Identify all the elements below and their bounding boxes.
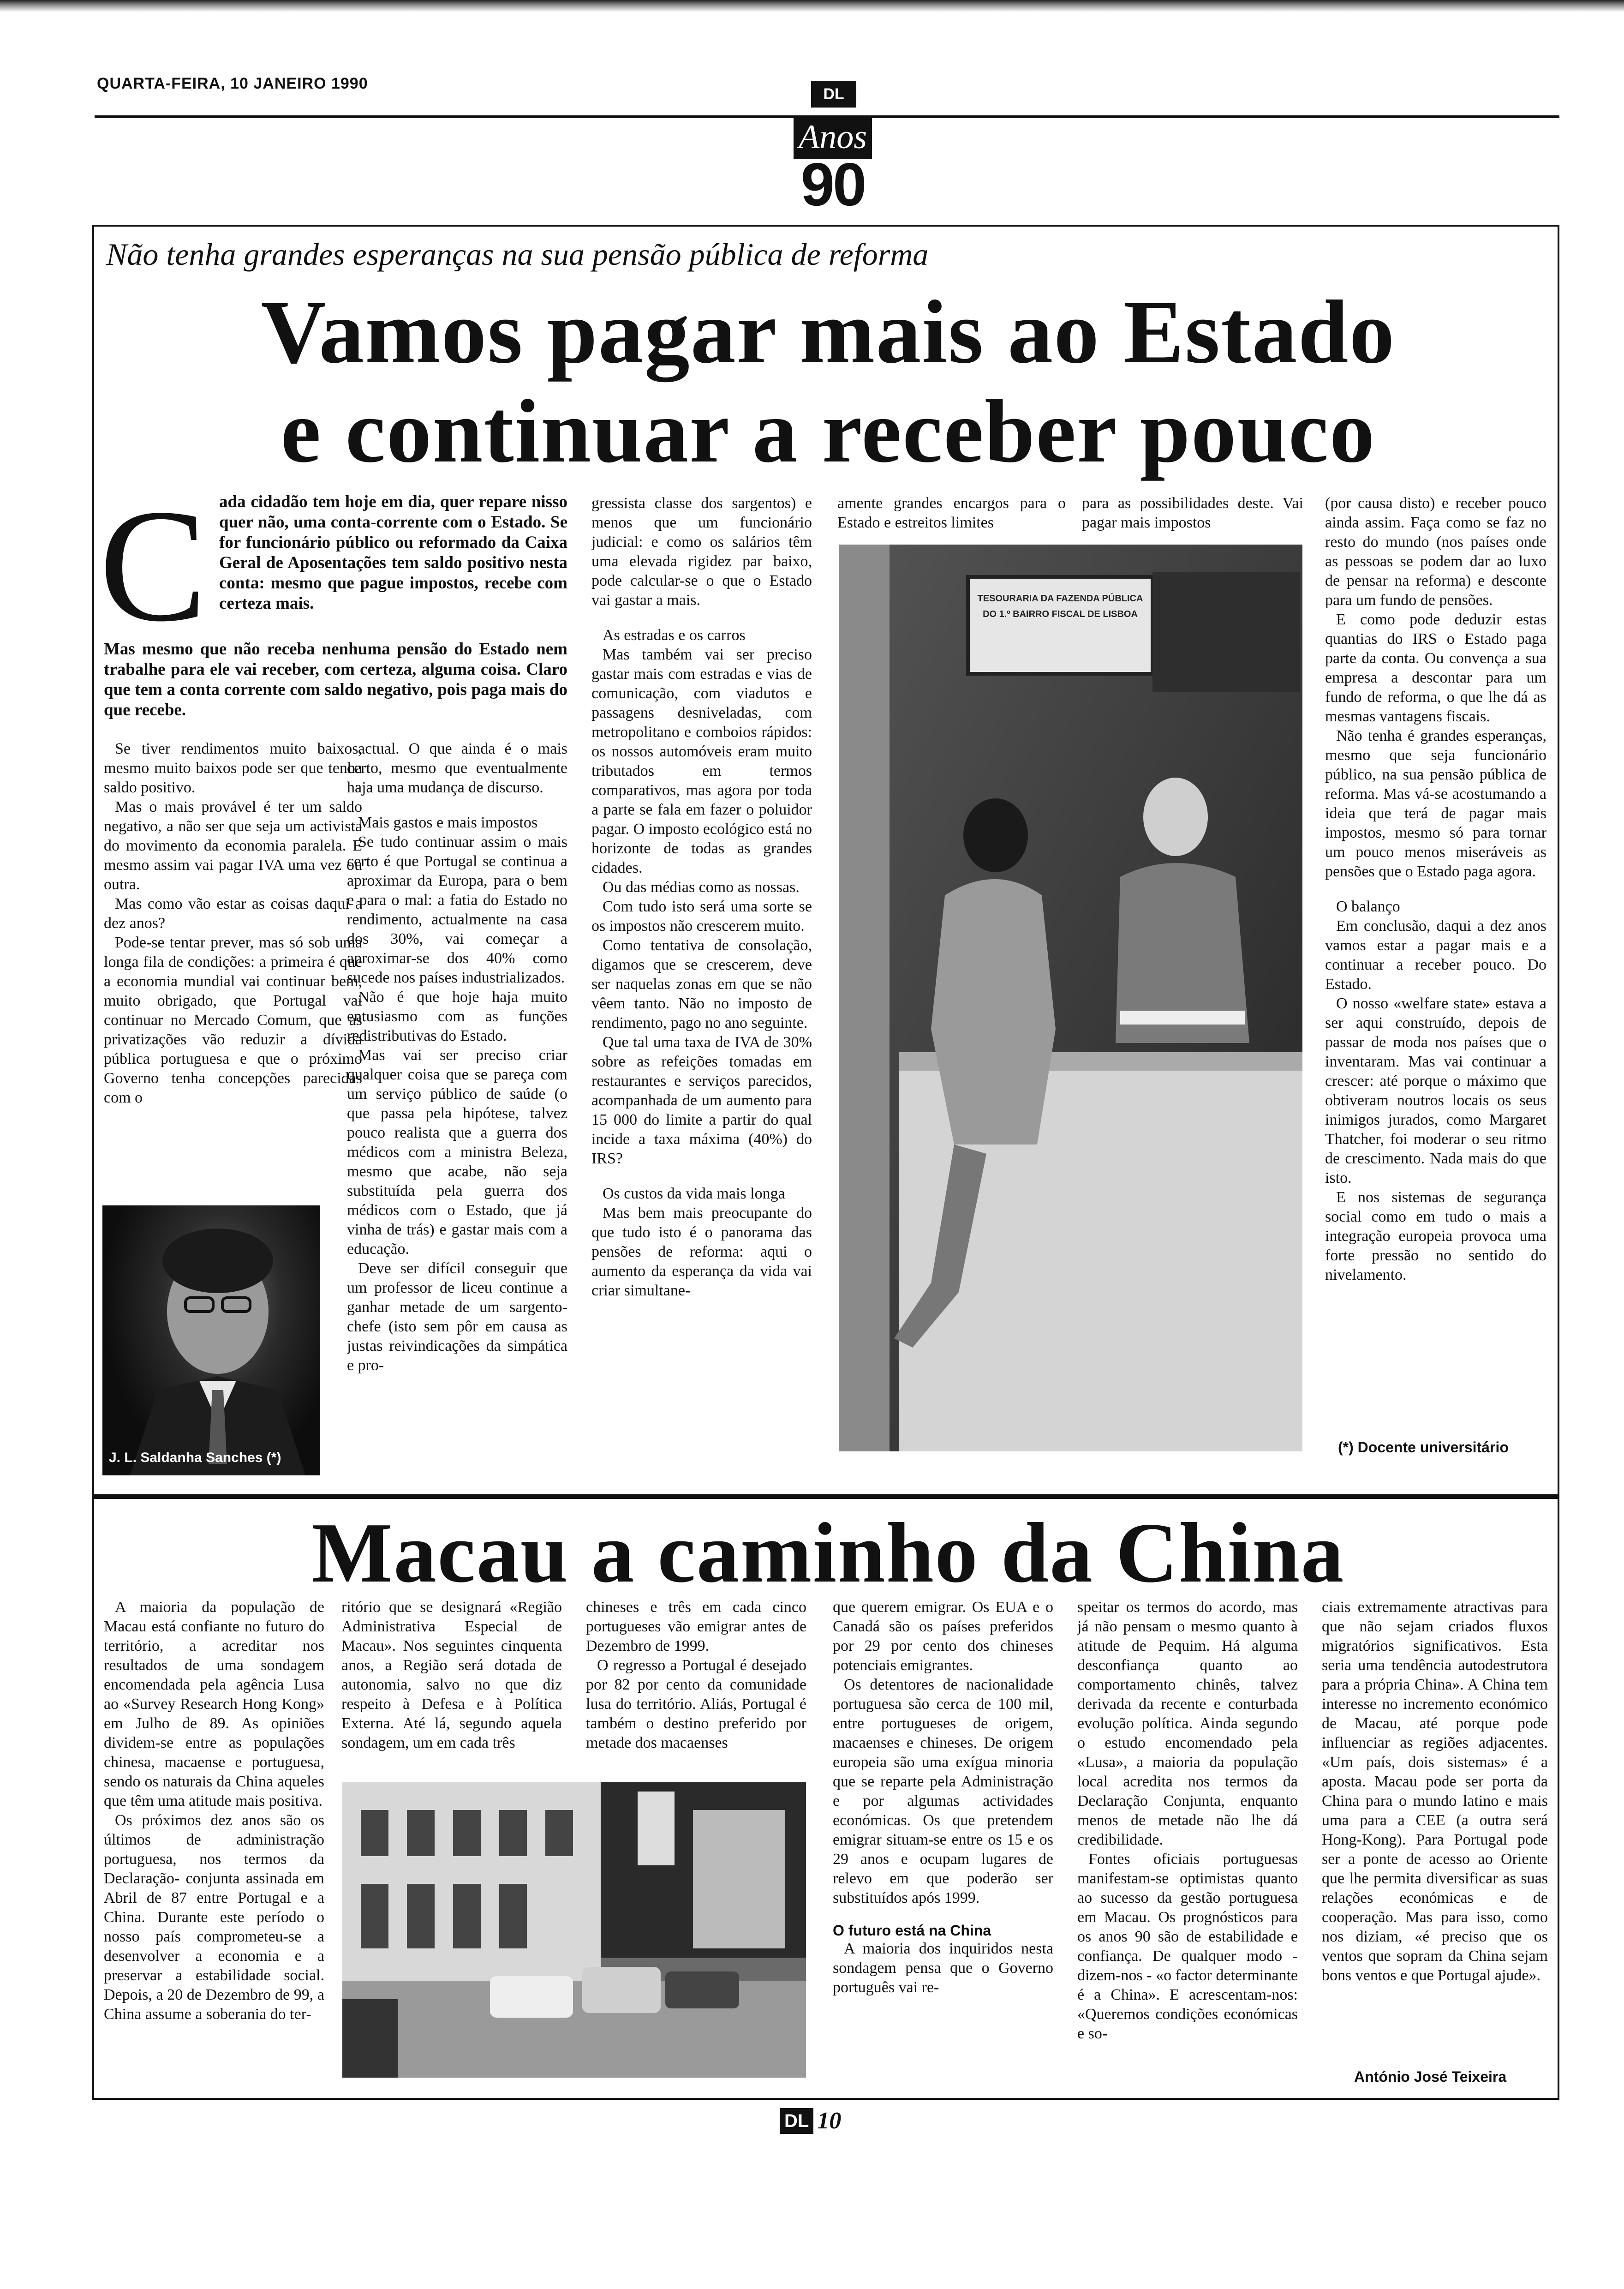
article1-headline-line2: e continuar a receber pouco [281, 381, 1376, 481]
article1-column-3 [591, 494, 812, 1454]
paragraph: E como pode deduzir estas quantias do IRS o Estado paga parte da conta. Ou convença a sua empresa a descontar para um fundo de reforma, o que lhe dá as mesmas vantagens fiscais. [1325, 611, 1546, 725]
article1-headline-line1: Vamos pagar mais ao Estado [261, 282, 1396, 382]
paragraph: Se tudo continuar assim o mais certo é que Portugal se continua a aproximar da Europa, para o bem e para o mal: a fatia do Estado no rendimento, actualmente na casa dos 30%, vai começar a aproximar-se dos 40% como sucede nos países industrializados. [347, 833, 567, 986]
portrait-illustration [102, 1205, 320, 1475]
paragraph: que querem emigrar. Os EUA e o Canadá são os países preferidos por 29 por cento dos chineses potenciais emigrantes. [833, 1599, 1053, 1674]
article1-column-6 [1325, 494, 1546, 1424]
article1-kicker: Não tenha grandes esperanças na sua pensão pública de reforma [106, 237, 929, 272]
paragraph: Mas como vão estar as coisas daqui a dez anos? [104, 895, 362, 932]
paragraph: actual. O que ainda é o mais certo, mesmo que eventualmente haja uma mudança de discurso. [347, 740, 567, 796]
folio-logo: DL [780, 2108, 813, 2134]
paragraph: Que tal uma taxa de IVA de 30% sobre as refeições tomadas em restaurantes e serviços parecidos, acompanhada de um aumento para 15 000 do limite a partir do qual incide a taxa máxima (40%) do IRS? [591, 1034, 812, 1167]
portrait-caption: J. L. Saldanha Sanches (*) [109, 1450, 281, 1465]
paragraph: A maioria dos inquiridos nesta sondagem pensa que o Governo português vai re- [833, 1940, 1053, 1996]
article2-column-6 [1322, 1598, 1548, 2057]
paragraph: Como tentativa de consolação, digamos que se crescerem, deve ser naquelas zonas em que se não vêem tanto. Não no imposto de rendimento, pago no ano seguinte. [591, 937, 812, 1031]
paragraph: Não é que hoje haja muito entusiasmo com as funções redistributivas do Estado. [347, 989, 567, 1044]
paragraph: ciais extremamente atractivas para que não sejam criados fluxos migratórios significativos. Esta seria uma tendência autodestrutora para a própria China». A China tem interesse no incremento económico de Macau, até porque pode influenciar as regiões adjacentes. «Um país, dois sistemas» é a aposta. Macau pode ser porta da China para o mundo latino e mais uma para a CEE (a outra será Hong-Kong). Para Portugal pode ser a ponte de acesso ao Oriente que lhe permita diversificar as suas relações económicas e de cooperação. Mas para isso, como nos diziam, «é preciso que os ventos que sopram da China sejam bons ventos e que Portugal ajude». [1322, 1599, 1548, 1984]
paragraph: Mas também vai ser preciso gastar mais com estradas e vias de comunicação, com viadutos e passagens desniveladas, com metropolitano e comboios rápidos: os nossos automóveis eram muito tributados em termos comparativos, mas agora por toda a parte se fala em fazer o poluidor pagar. O imposto ecológico está no horizonte de todas as grandes cidades. [591, 646, 812, 876]
anos-90-logo [784, 76, 881, 218]
top-binding-edge [0, 0, 1624, 12]
sign-line-1: TESOURARIA DA FAZENDA PÚBLICA [977, 593, 1143, 604]
paragraph: O nosso «welfare state» estava a ser aqui construído, depois de passar de moda nos países que o inventaram. Mas vai continuar a crescer: até porque o máximo que obtiveram noutros locais os seus inimigos jurados, como Margaret Thatcher, foi moderar o seu ritmo de crescimento. Nada mais do que isto. [1325, 995, 1546, 1186]
subheading: O futuro está na China [833, 1922, 991, 1939]
paragraph: (por causa disto) e receber pouco ainda assim. Faça como se faz no resto do mundo (nos países onde as pessoas se podem dar ao luxo de pensar na reforma) e desconte para um fundo de pensões. [1325, 495, 1546, 609]
tax-office-photo [839, 545, 1302, 1451]
article1-lead-a: ada cidadão tem hoje em dia, quer repare nisso quer não, uma conta-corrente com o Estado. Se for funcionário público ou reformado da Caixa Geral de Aposentações tem saldo positivo nesta conta: mesmo que pague impostos, recebe com certeza mais. [219, 492, 567, 613]
sign-line-2: DO 1.º BAIRRO FISCAL DE LISBOA [983, 609, 1138, 619]
paragraph: Deve ser difícil conseguir que um professor de liceu continue a ganhar metade de um sargento-chefe (isto sem pôr em causa as justas reivindicações da simpática e pro- [347, 1260, 567, 1374]
paragraph: Fontes oficiais portuguesas manifestam-se optimistas quanto ao sucesso da gestão portuguesa em Macau. Os prognósticos para os anos 90 são de estabilidade e confiança. De qualquer modo - dizem-nos - «o factor determinante é a China». E acrescentam-nos: «Queremos condições económicas e so- [1077, 1851, 1298, 2042]
paragraph: Mas vai ser preciso criar qualquer coisa que se pareça com um serviço público de saúde (o que passa pela hipótese, talvez pouco realista que a guerra dos médicos com a ministra Beleza, mesmo que acabe, não seja substituída pela guerra dos médicos com o Estado, que já vinha de trás) e gastar mais com a educação. [347, 1047, 567, 1258]
article2-column-4 [833, 1598, 1053, 2078]
portrait-photo-saldanha-sanches [102, 1205, 320, 1475]
article1-signature: (*) Docente universitário [1338, 1439, 1509, 1456]
paragraph: A maioria da população de Macau está confiante no futuro do território, a acreditar nos resultados de uma sondagem encomendada pela agência Lusa ao «Survey Research Hong Kong» em Julho de 89. As opiniões dividem-se entre as populações chinesa, macaense e portuguesa, sendo os naturais da China aqueles que têm uma atitude mais positiva. [104, 1599, 324, 1810]
subheading: O balanço [1336, 898, 1400, 915]
folio [780, 2108, 841, 2136]
article1-column-4-top: amente grandes encargos para o Estado e estreitos limites [837, 495, 1066, 531]
dl-logo-small: DL [811, 81, 856, 108]
paragraph: Não tenha é grandes esperanças, mesmo que seja funcionário público, na sua pensão pública de reforma. Mas vá-se acostumando a ideia que terá de pagar mais impostos, mesmo só para tornar um pouco menos miseráveis as pensões que o Estado paga agora. [1325, 727, 1546, 880]
paragraph: Em conclusão, daqui a dez anos vamos estar a pagar mais e a continuar a receber pouco. Do Estado. [1325, 917, 1546, 993]
dateline: QUARTA-FEIRA, 10 JANEIRO 1990 [97, 75, 368, 92]
anos-word: Anos [799, 118, 867, 156]
paragraph: E nos sistemas de segurança social como em tudo o mais a integração europeia provoca uma forte pressão no sentido do nivelamento. [1325, 1189, 1546, 1283]
paragraph: Mas bem mais preocupante do que tudo isto é o panorama das pensões de reforma: aqui o aumento da esperança da vida vai criar simultane- [591, 1204, 812, 1299]
paragraph: Com tudo isto será uma sorte se os impostos não crescerem muito. [591, 898, 812, 935]
paragraph: Se tiver rendimentos muito baixos, mesmo muito baixos pode ser que tenha saldo positivo. [104, 740, 362, 796]
tax-office-sign [970, 591, 1150, 622]
paragraph: gressista classe dos sargentos) e menos que um funcionário judicial: e como os salários têm uma elevada rigidez par baixo, pode calcular-se o que o Estado vai gastar a mais. [591, 495, 812, 609]
article2-signature: António José Teixeira [1354, 2068, 1507, 2085]
paragraph: speitar os termos do acordo, mas já não pensam o mesmo quanto à atitude de Pequim. Há alguma desconfiança quanto ao comportamento chinês, talvez derivada da recente e conturbada evolução política. Ainda segundo o estudo encomendado pela «Lusa», a maioria da população local acredita nos termos da Declaração Conjunta, enquanto menos de metade não lhe dá credibilidade. [1077, 1599, 1298, 1848]
subheading: Mais gastos e mais impostos [358, 814, 538, 831]
article2-column-3-top: chineses e três em cada cinco portugueses vão emigrar antes de Dezembro de 1999. O regresso a Portugal é desejado por 82 por cento da comunidade lusa do território. Aliás, Portugal é também o destino preferido por metade dos macaenses [586, 1599, 806, 1751]
paragraph: Os próximos dez anos são os últimos de administração portuguesa, nos termos da Declaração- conjunta assinada em Abril de 87 entre Portugal e a China. Durante este período o nosso país comprometeu-se a desenvolver a economia e a preservar a estabilidade social. Depois, a 20 de Dezembro de 99, a China assume a soberania do ter- [104, 1812, 324, 2023]
macau-street-illustration [342, 1782, 806, 2078]
article2-column-5 [1077, 1598, 1298, 2078]
subheading: As estradas e os carros [603, 627, 746, 644]
article1-column-5-top: para as possibilidades deste. Vai pagar mais impostos [1082, 495, 1303, 531]
paragraph: Ou das médias como as nossas. [603, 879, 800, 896]
article2-column-1 [104, 1598, 324, 2078]
paragraph: Pode-se tentar prever, mas só sob uma longa fila de condições: a primeira é que a economia mundial vai continuar bem, muito obrigado, que Portugal vai continuar no Mercado Comum, que as privatizações vão reduzir a dívida pública portuguesa e que o próximo Governo tenha concepções parecidas com o [104, 934, 362, 1106]
anos-number: 90 [800, 150, 865, 218]
article1-dropcap: C [99, 476, 207, 655]
article1-column-2 [347, 739, 567, 1452]
paragraph: Os detentores de nacionalidade portuguesa são cerca de 100 mil, entre portugueses de origem, macaenses e chineses. De origem europeia são uma exígua minoria que se reparte pela Administração e por algumas actividades económicas. Os que pretendem emigrar situam-se entre os 15 e os 29 anos e ocupam lugares de relevo em que poderão ser substituídos após 1999. [833, 1676, 1053, 1906]
article2-column-2-top: ritório que se designará «Região Administrativa Especial de Macau». Nos seguintes cinquenta anos, a Região será dotada de autonomia, salvo no que diz respeito à Defesa e à Política Externa. Até lá, segundo aquela sondagem, um em cada três [341, 1599, 562, 1751]
article1-lead-b: Mas mesmo que não receba nenhuma pensão do Estado nem trabalhe para ele vai receber, com certeza, alguma coisa. Claro que tem a conta corrente com saldo negativo, pois paga mais do que recebe. [104, 640, 567, 719]
subheading: Os custos da vida mais longa [603, 1185, 785, 1202]
article1-column-1 [104, 739, 362, 1201]
tax-office-illustration [839, 545, 1302, 1451]
article2-headline: Macau a caminho da China [311, 1505, 1345, 1600]
page-number: 10 [817, 2108, 842, 2134]
paragraph: Mas o mais provável é ter um saldo negativo, a não ser que seja um activista do movimento da economia paralela. E mesmo assim vai pagar IVA uma vez ou outra. [104, 798, 362, 893]
macau-street-photo [342, 1782, 806, 2078]
